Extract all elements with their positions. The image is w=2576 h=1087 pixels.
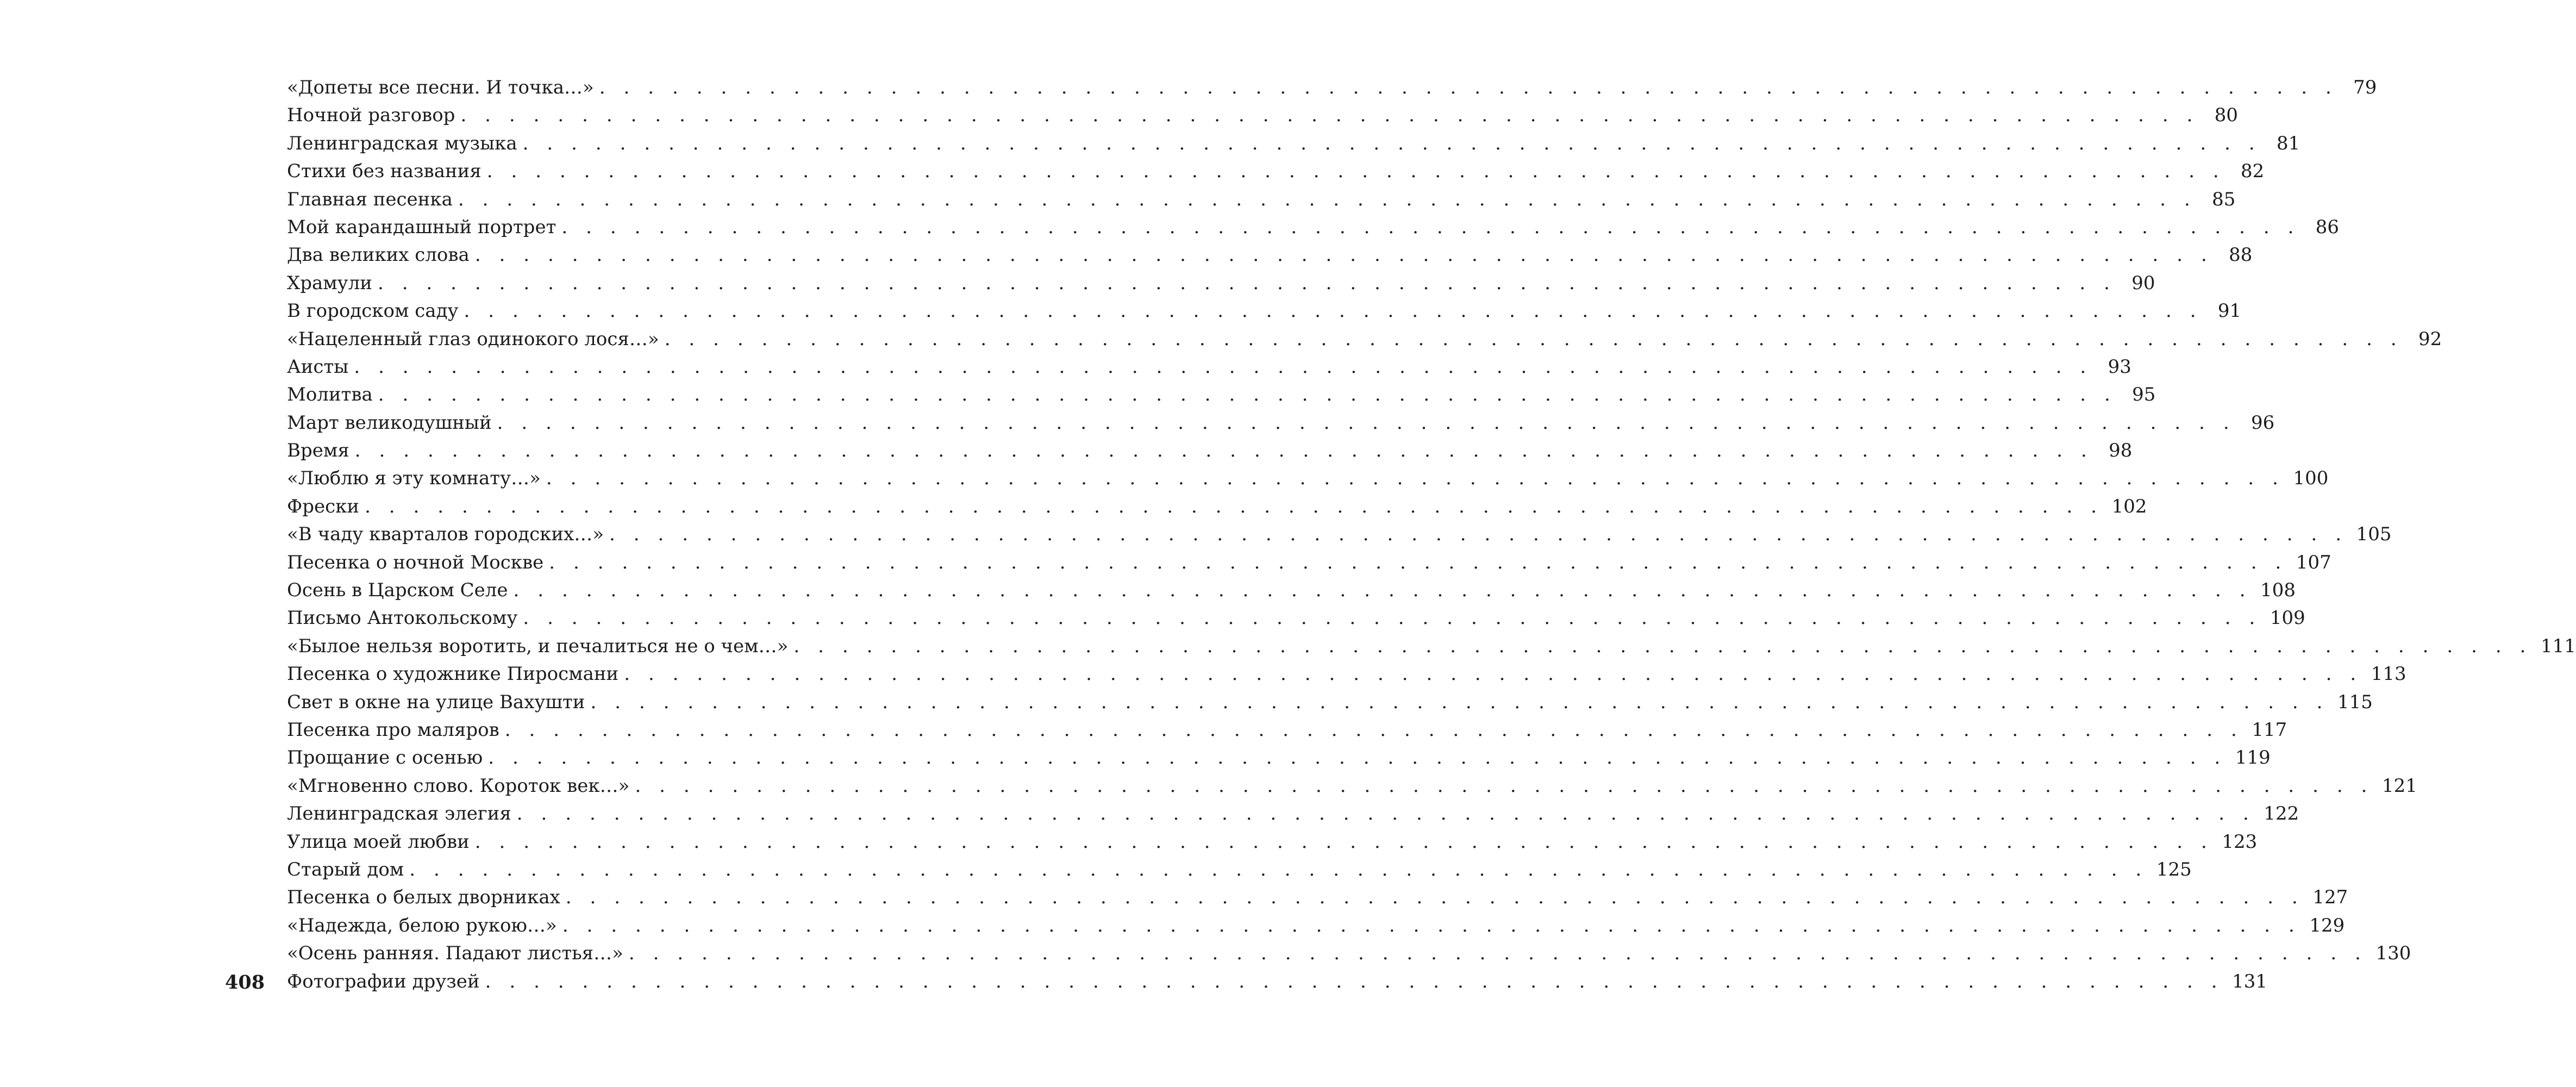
dot-leader: . . . . . . . . . . . . . . . . . . . . . . . . . . . . . . . . . . . . . . . . . . . . . . . . . . . . . . . . . . . . . . . . . . . . . . . . [565,886,2304,909]
toc-entry-page: 102 [2111,495,2147,517]
toc-entry [287,577,2296,604]
toc-entry [287,353,2131,381]
toc-entry [287,716,2287,744]
dot-leader: . . . . . . . . . . . . . . . . . . . . . . . . . . . . . . . . . . . . . . . . . . . . . . . . . . . . . . . . . . . . . . . . . . . . . . . . [793,635,2532,657]
toc-entry [287,800,2299,828]
toc-entry-title: Песенка про маляров [287,719,499,741]
toc-entry-title: Осень в Царском Селе [287,579,508,602]
toc-entry [287,828,2258,856]
toc-entry-title: «Надежда, белою рукою…» [287,914,557,936]
dot-leader: . . . . . . . . . . . . . . . . . . . . . . . . . . . . . . . . . . . . . . . . . . . . . . . . . . . . . . . . . . . . . . . . . . . . . . . . [365,495,2103,517]
toc-entry-title: Ночной разговор [287,104,455,127]
dot-leader: . . . . . . . . . . . . . . . . . . . . . . . . . . . . . . . . . . . . . . . . . . . . . . . . . . . . . . . . . . . . . . . . . . . . . . . . [513,579,2252,602]
toc-entry-page: 100 [2293,467,2329,490]
toc-entry [287,326,2442,353]
toc-entry-title: «Былое нельзя воротить, и печалиться не о чем…» [287,635,789,657]
toc-entry [287,465,2329,492]
toc-entry [287,437,2133,465]
toc-entry [287,604,2305,632]
toc-entry-title: «Допеты все песни. И точка…» [287,77,594,98]
dot-leader: . . . . . . . . . . . . . . . . . . . . . . . . . . . . . . . . . . . . . . . . . . . . . . . . . . . . . . . . . . . . . . . . . . . . . . . . [377,272,2116,294]
dot-leader: . . . . . . . . . . . . . . . . . . . . . . . . . . . . . . . . . . . . . . . . . . . . . . . . . . . . . . . . . . . . . . . . . . . . . . . . [504,719,2243,741]
dot-leader: . . . . . . . . . . . . . . . . . . . . . . . . . . . . . . . . . . . . . . . . . . . . . . . . . . . . . . . . . . . . . . . . . . . . . . . . [474,244,2214,266]
toc-entry [287,549,2331,577]
toc-entry-page: 109 [2269,607,2305,629]
toc-entry [287,241,2253,269]
toc-entry-page: 95 [2132,384,2156,406]
toc-entry-page: 130 [2375,942,2411,965]
toc-entry [287,772,2417,800]
toc-entry-page: 105 [2356,523,2392,546]
toc-entry-page: 79 [2353,77,2377,98]
toc-entry-page: 96 [2250,411,2275,434]
toc-entry-page: 98 [2109,440,2133,462]
toc-entry [287,968,2268,996]
dot-leader: . . . . . . . . . . . . . . . . . . . . . . . . . . . . . . . . . . . . . . . . . . . . . . . . . . . . . . . . . . . . . . . . . . . . . . . . [378,384,2117,406]
dot-leader: . . . . . . . . . . . . . . . . . . . . . . . . . . . . . . . . . . . . . . . . . . . . . . . . . . . . . . . . . . . . . . . . . . . . . . . . [624,663,2362,685]
toc-entry [287,158,2265,185]
toc-entry [287,493,2147,521]
toc-entry-page: 85 [2212,188,2236,210]
toc-entry-title: Песенка о художнике Пиросмани [287,663,619,685]
toc-entry-title: Стихи без названия [287,160,482,183]
dot-leader: . . . . . . . . . . . . . . . . . . . . . . . . . . . . . . . . . . . . . . . . . . . . . . . . . . . . . . . . . . . . . . . . . . . . . . . . [488,747,2227,769]
toc-entry-title: Аисты [287,355,349,378]
toc-entry [287,912,2345,940]
toc-entry-title: Прощание с осенью [287,747,483,769]
toc-entry-page: 92 [2418,328,2442,350]
dot-leader: . . . . . . . . . . . . . . . . . . . . . . . . . . . . . . . . . . . . . . . . . . . . . . . . . . . . . . . . . . . . . . . . . . . . . . . . [628,942,2367,965]
toc-entry-page: 123 [2222,830,2258,853]
toc-entry-page: 129 [2309,914,2345,936]
page-number: 408 [225,971,265,994]
toc-entry [287,940,2411,967]
toc-entry-title: «Осень ранняя. Падают листья…» [287,942,623,965]
toc-entry [287,409,2275,437]
toc-entry-page: 91 [2217,300,2242,322]
toc-entry-page: 125 [2156,858,2192,880]
dot-leader: . . . . . . . . . . . . . . . . . . . . . . . . . . . . . . . . . . . . . . . . . . . . . . . . . . . . . . . . . . . . . . . . . . . . . . . . [464,300,2203,322]
toc-entry-title: Два великих слова [287,244,470,266]
toc-entry-page: 117 [2252,719,2287,741]
toc-entry [287,214,2339,241]
toc-entry [287,633,2576,660]
toc-entry-title: Время [287,440,349,462]
dot-leader: . . . . . . . . . . . . . . . . . . . . . . . . . . . . . . . . . . . . . . . . . . . . . . . . . . . . . . . . . . . . . . . . . . . . . . . . [609,523,2348,546]
toc-entry-page: 93 [2108,355,2131,378]
dot-leader: . . . . . . . . . . . . . . . . . . . . . . . . . . . . . . . . . . . . . . . . . . . . . . . . . . . . . . . . . . . . . . . . . . . . . . . . [460,104,2199,127]
toc-entry-page: 108 [2260,579,2296,602]
dot-leader: . . . . . . . . . . . . . . . . . . . . . . . . . . . . . . . . . . . . . . . . . . . . . . . . . . . . . . . . . . . . . . . . . . . . . . . . [664,328,2403,350]
toc-entry-title: «Мгновенно слово. Короток век…» [287,774,630,797]
dot-leader: . . . . . . . . . . . . . . . . . . . . . . . . . . . . . . . . . . . . . . . . . . . . . . . . . . . . . . . . . . . . . . . . . . . . . . . . [409,858,2148,880]
toc-entry-title: Улица моей любви [287,830,470,853]
toc-entry-page: 113 [2371,663,2406,685]
toc-entry-page: 121 [2382,774,2417,797]
dot-leader: . . . . . . . . . . . . . . . . . . . . . . . . . . . . . . . . . . . . . . . . . . . . . . . . . . . . . . . . . . . . . . . . . . . . . . . . [474,830,2214,853]
dot-leader: . . . . . . . . . . . . . . . . . . . . . . . . . . . . . . . . . . . . . . . . . . . . . . . . . . . . . . . . . . . . . . . . . . . . . . . . [561,216,2300,238]
dot-leader: . . . . . . . . . . . . . . . . . . . . . . . . . . . . . . . . . . . . . . . . . . . . . . . . . . . . . . . . . . . . . . . . . . . . . . . . [523,607,2261,629]
dot-leader: . . . . . . . . . . . . . . . . . . . . . . . . . . . . . . . . . . . . . . . . . . . . . . . . . . . . . . . . . . . . . . . . . . . . . . . . [516,803,2255,825]
dot-leader: . . . . . . . . . . . . . . . . . . . . . . . . . . . . . . . . . . . . . . . . . . . . . . . . . . . . . . . . . . . . . . . . . . . . . . . . [485,970,2224,992]
toc-entry [287,74,2377,102]
toc-entry-title: «Люблю я эту комнату…» [287,467,541,490]
toc-entry-title: Песенка о белых дворниках [287,886,560,909]
toc-entry-title: Фрески [287,495,360,517]
toc-entry-title: Ленинградская музыка [287,132,517,154]
dot-leader: . . . . . . . . . . . . . . . . . . . . . . . . . . . . . . . . . . . . . . . . . . . . . . . . . . . . . . . . . . . . . . . . . . . . . . . . [458,188,2197,210]
toc-entry [287,884,2348,911]
dot-leader: . . . . . . . . . . . . . . . . . . . . . . . . . . . . . . . . . . . . . . . . . . . . . . . . . . . . . . . . . . . . . . . . . . . . . . . . [590,691,2329,713]
toc-entry [287,856,2192,884]
toc-entry-title: В городском саду [287,300,459,322]
dot-leader: . . . . . . . . . . . . . . . . . . . . . . . . . . . . . . . . . . . . . . . . . . . . . . . . . . . . . . . . . . . . . . . . . . . . . . . . [549,551,2287,573]
toc-entry-title: Ленинградская элегия [287,803,511,825]
dot-leader: . . . . . . . . . . . . . . . . . . . . . . . . . . . . . . . . . . . . . . . . . . . . . . . . . . . . . . . . . . . . . . . . . . . . . . . . [635,774,2374,797]
toc-entry [287,297,2242,325]
toc-entry-page: 127 [2312,886,2348,909]
toc-entry-title: Мой карандашный портрет [287,216,557,238]
toc-entry-page: 111 [2540,635,2576,657]
toc-entry [287,660,2406,688]
dot-leader: . . . . . . . . . . . . . . . . . . . . . . . . . . . . . . . . . . . . . . . . . . . . . . . . . . . . . . . . . . . . . . . . . . . . . . . . [354,440,2093,462]
toc-entry [287,521,2392,548]
toc-entry [287,186,2236,214]
toc-entry-title: Молитва [287,384,373,406]
toc-entry [287,689,2373,716]
dot-leader: . . . . . . . . . . . . . . . . . . . . . . . . . . . . . . . . . . . . . . . . . . . . . . . . . . . . . . . . . . . . . . . . . . . . . . . . [599,77,2338,98]
table-of-contents [287,74,2576,996]
toc-entry-page: 107 [2296,551,2331,573]
toc-entry-title: «Нацеленный глаз одинокого лося…» [287,328,659,350]
dot-leader: . . . . . . . . . . . . . . . . . . . . . . . . . . . . . . . . . . . . . . . . . . . . . . . . . . . . . . . . . . . . . . . . . . . . . . . . [354,355,2092,378]
toc-entry-page: 81 [2276,132,2300,154]
toc-entry-title: Письмо Антокольскому [287,607,518,629]
toc-entry [287,130,2300,158]
toc-entry [287,270,2155,297]
toc-entry-page: 122 [2264,803,2299,825]
toc-entry-title: Храмули [287,272,372,294]
toc-entry-title: Главная песенка [287,188,453,210]
toc-entry-page: 80 [2214,104,2239,127]
toc-entry-title: Песенка о ночной Москве [287,551,544,573]
toc-entry [287,744,2271,772]
toc-entry-page: 90 [2131,272,2155,294]
dot-leader: . . . . . . . . . . . . . . . . . . . . . . . . . . . . . . . . . . . . . . . . . . . . . . . . . . . . . . . . . . . . . . . . . . . . . . . . [562,914,2301,936]
toc-entry-title: Март великодушный [287,411,492,434]
toc-entry-page: 88 [2229,244,2253,266]
toc-entry [287,381,2156,409]
dot-leader: . . . . . . . . . . . . . . . . . . . . . . . . . . . . . . . . . . . . . . . . . . . . . . . . . . . . . . . . . . . . . . . . . . . . . . . . [497,411,2236,434]
toc-entry-title: Старый дом [287,858,404,880]
toc-entry-title: Фотографии друзей [287,970,480,992]
dot-leader: . . . . . . . . . . . . . . . . . . . . . . . . . . . . . . . . . . . . . . . . . . . . . . . . . . . . . . . . . . . . . . . . . . . . . . . . [546,467,2285,490]
toc-entry-title: Свет в окне на улице Вахушти [287,691,585,713]
toc-entry-page: 86 [2315,216,2339,238]
toc-entry-page: 82 [2241,160,2265,183]
toc-entry-page: 119 [2235,747,2271,769]
toc-entry-page: 115 [2337,691,2373,713]
toc-entry-page: 131 [2232,970,2268,992]
dot-leader: . . . . . . . . . . . . . . . . . . . . . . . . . . . . . . . . . . . . . . . . . . . . . . . . . . . . . . . . . . . . . . . . . . . . . . . . [486,160,2225,183]
toc-entry-title: «В чаду кварталов городских…» [287,523,604,546]
dot-leader: . . . . . . . . . . . . . . . . . . . . . . . . . . . . . . . . . . . . . . . . . . . . . . . . . . . . . . . . . . . . . . . . . . . . . . . . [522,132,2261,154]
toc-entry [287,102,2239,129]
